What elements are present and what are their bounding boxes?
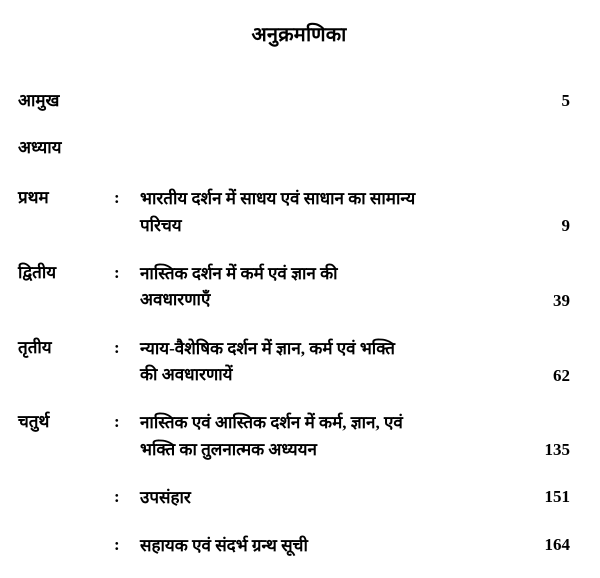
chapter-page-number: 135 bbox=[544, 440, 570, 460]
table-of-contents bbox=[18, 89, 570, 560]
front-matter-label: आमुख bbox=[18, 91, 60, 110]
toc-row-section-heading bbox=[18, 136, 570, 161]
chapter-title-line: की अवधारणायें bbox=[140, 365, 233, 384]
chapter-title bbox=[140, 485, 514, 511]
table-row bbox=[18, 410, 570, 463]
chapter-title-line: अवधारणाएँ bbox=[140, 290, 211, 310]
chapter-page-number: 151 bbox=[544, 487, 570, 507]
chapter-label: प्रथम bbox=[18, 188, 49, 208]
table-row bbox=[18, 533, 570, 559]
chapter-colon: : bbox=[114, 337, 120, 357]
chapter-page-number: 164 bbox=[544, 535, 570, 555]
chapter-label: तृतीय bbox=[18, 337, 52, 357]
chapter-colon: : bbox=[114, 262, 120, 282]
chapter-title bbox=[140, 261, 514, 314]
chapter-page-number: 9 bbox=[561, 216, 570, 236]
chapter-page-number: 62 bbox=[553, 365, 570, 385]
chapter-colon: : bbox=[114, 188, 120, 208]
chapter-title-line: भक्ति का तुलनात्मक अध्ययन bbox=[140, 439, 317, 459]
chapter-title bbox=[140, 533, 514, 559]
chapter-label: चतुर्थ bbox=[18, 412, 50, 432]
chapter-colon: : bbox=[114, 487, 120, 507]
page-title: अनुक्रमणिका bbox=[251, 24, 347, 46]
chapter-colon: : bbox=[114, 412, 120, 432]
chapter-title-line: उपसंहार bbox=[140, 488, 191, 508]
chapter-title-line: नास्तिक दर्शन में कर्म एवं ज्ञान की bbox=[140, 263, 338, 283]
chapter-title-line: न्याय-वैशेषिक दर्शन में ज्ञान, कर्म एवं भक्ति bbox=[140, 338, 395, 358]
chapter-title-line: परिचय bbox=[140, 215, 182, 235]
front-matter-page-number: 5 bbox=[561, 91, 570, 110]
section-heading-label: अध्याय bbox=[18, 137, 62, 157]
table-row bbox=[18, 485, 570, 511]
table-row bbox=[18, 336, 570, 389]
chapter-title bbox=[140, 410, 514, 463]
chapter-title-line: नास्तिक एवं आस्तिक दर्शन में कर्म, ज्ञान, एवं bbox=[140, 413, 403, 433]
chapter-title bbox=[140, 186, 514, 239]
chapter-page-number: 39 bbox=[553, 291, 570, 311]
chapter-title bbox=[140, 336, 514, 389]
table-row bbox=[18, 186, 570, 239]
chapter-label: द्वितीय bbox=[18, 262, 57, 282]
chapter-title-line: भारतीय दर्शन में साधय एवं साधान का सामान्य bbox=[140, 189, 416, 209]
chapter-title-line: सहायक एवं संदर्भ ग्रन्थ सूची bbox=[140, 536, 308, 556]
table-row bbox=[18, 261, 570, 314]
toc-row-front-matter bbox=[18, 89, 570, 114]
chapter-colon: : bbox=[114, 535, 120, 555]
